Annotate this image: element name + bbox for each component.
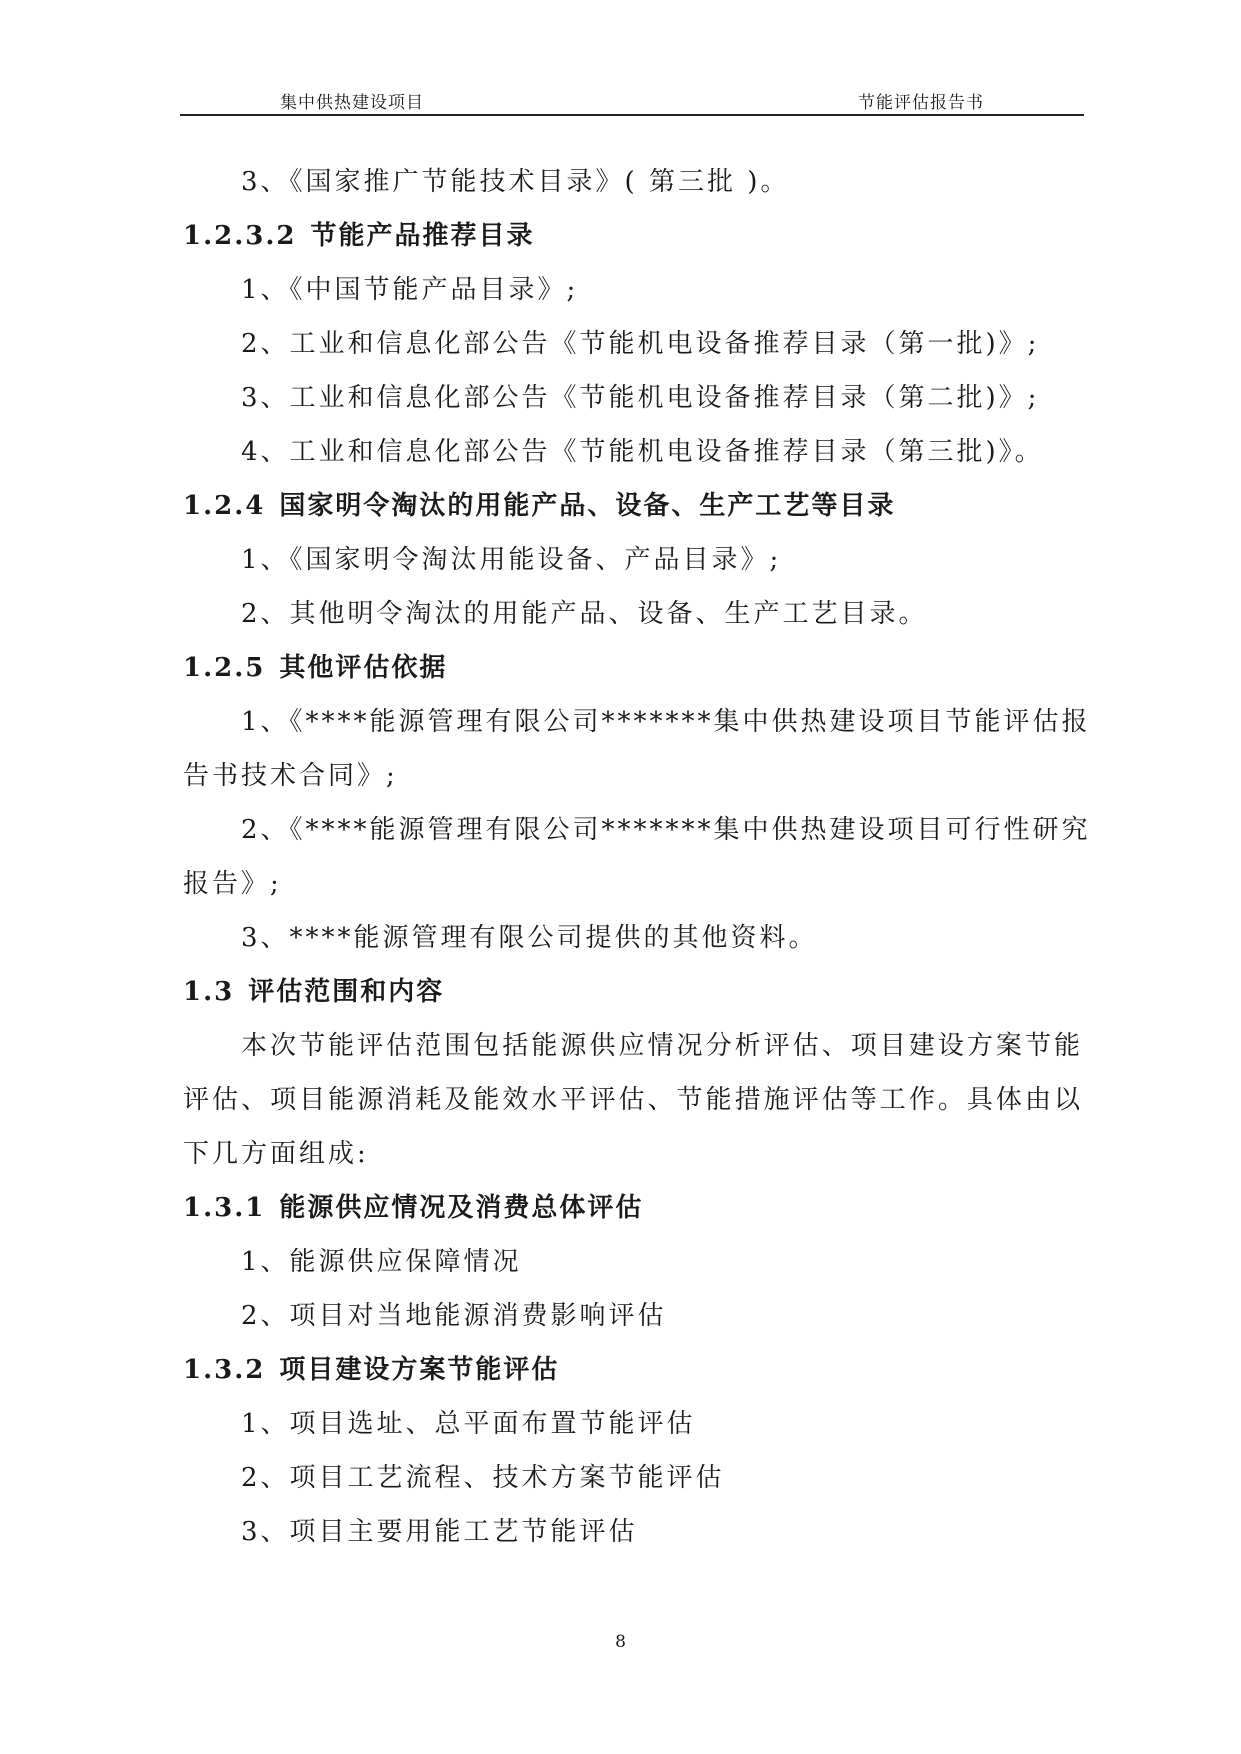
section-heading-1-3-2 <box>183 1343 1083 1397</box>
list-item: 4、工业和信息化部公告《节能机电设备推荐目录（第三批)》。 <box>241 437 1044 467</box>
list-item: 1、《国家明令淘汰用能设备、产品目录》; <box>241 545 782 575</box>
document-body <box>183 155 1091 1559</box>
section-title: 国家明令淘汰的用能产品、设备、生产工艺等目录 <box>279 491 896 521</box>
section-title: 能源供应情况及消费总体评估 <box>279 1193 644 1223</box>
header-report-title: 节能评估报告书 <box>858 93 984 113</box>
section-title: 其他评估依据 <box>279 653 448 683</box>
section-title: 项目建设方案节能评估 <box>279 1355 560 1385</box>
section-number: 1.2.5 <box>183 653 266 683</box>
section-number: 1.3 <box>183 977 235 1007</box>
list-item: 2、项目对当地能源消费影响评估 <box>241 1301 667 1331</box>
paragraph-line: 本次节能评估范围包括能源供应情况分析评估、项目建设方案节能 <box>241 1031 1083 1061</box>
list-item-continuation: 告书技术合同》; <box>183 761 398 791</box>
section-number: 1.2.3.2 <box>183 221 297 251</box>
list-item: 2、《****能源管理有限公司*******集中供热建设项目可行性研究 <box>241 815 1091 845</box>
list-item: 2、项目工艺流程、技术方案节能评估 <box>241 1463 725 1493</box>
list-item: 1、《中国节能产品目录》; <box>241 275 579 305</box>
header-project-title: 集中供热建设项目 <box>280 93 424 113</box>
list-item: 3、工业和信息化部公告《节能机电设备推荐目录（第二批)》; <box>241 383 1040 413</box>
list-item: 3、《国家推广节能技术目录》( 第三批 )。 <box>241 167 790 197</box>
section-number: 1.3.2 <box>183 1355 266 1385</box>
section-heading-1-3 <box>183 965 1083 1019</box>
list-item-continuation: 报告》; <box>183 869 282 899</box>
section-title: 节能产品推荐目录 <box>310 221 535 251</box>
section-heading-1-3-1 <box>183 1181 1083 1235</box>
page-header <box>180 84 1084 116</box>
section-heading-1-2-3-2 <box>183 209 1083 263</box>
list-item: 3、****能源管理有限公司提供的其他资料。 <box>241 923 818 953</box>
section-number: 1.2.4 <box>183 491 266 521</box>
section-title: 评估范围和内容 <box>248 977 445 1007</box>
list-item: 1、《****能源管理有限公司*******集中供热建设项目节能评估报 <box>241 707 1091 737</box>
section-number: 1.3.1 <box>183 1193 266 1223</box>
list-item: 2、其他明令淘汰的用能产品、设备、生产工艺目录。 <box>241 599 928 629</box>
page-number: 8 <box>615 1632 626 1652</box>
paragraph-line: 评估、项目能源消耗及能效水平评估、节能措施评估等工作。具体由以 <box>183 1085 1083 1115</box>
section-heading-1-2-4 <box>183 479 1083 533</box>
list-item: 1、能源供应保障情况 <box>241 1247 522 1277</box>
list-item: 3、项目主要用能工艺节能评估 <box>241 1517 638 1547</box>
paragraph-line: 下几方面组成: <box>183 1139 369 1169</box>
list-item: 1、项目选址、总平面布置节能评估 <box>241 1409 696 1439</box>
section-heading-1-2-5 <box>183 641 1083 695</box>
list-item: 2、工业和信息化部公告《节能机电设备推荐目录（第一批)》; <box>241 329 1040 359</box>
